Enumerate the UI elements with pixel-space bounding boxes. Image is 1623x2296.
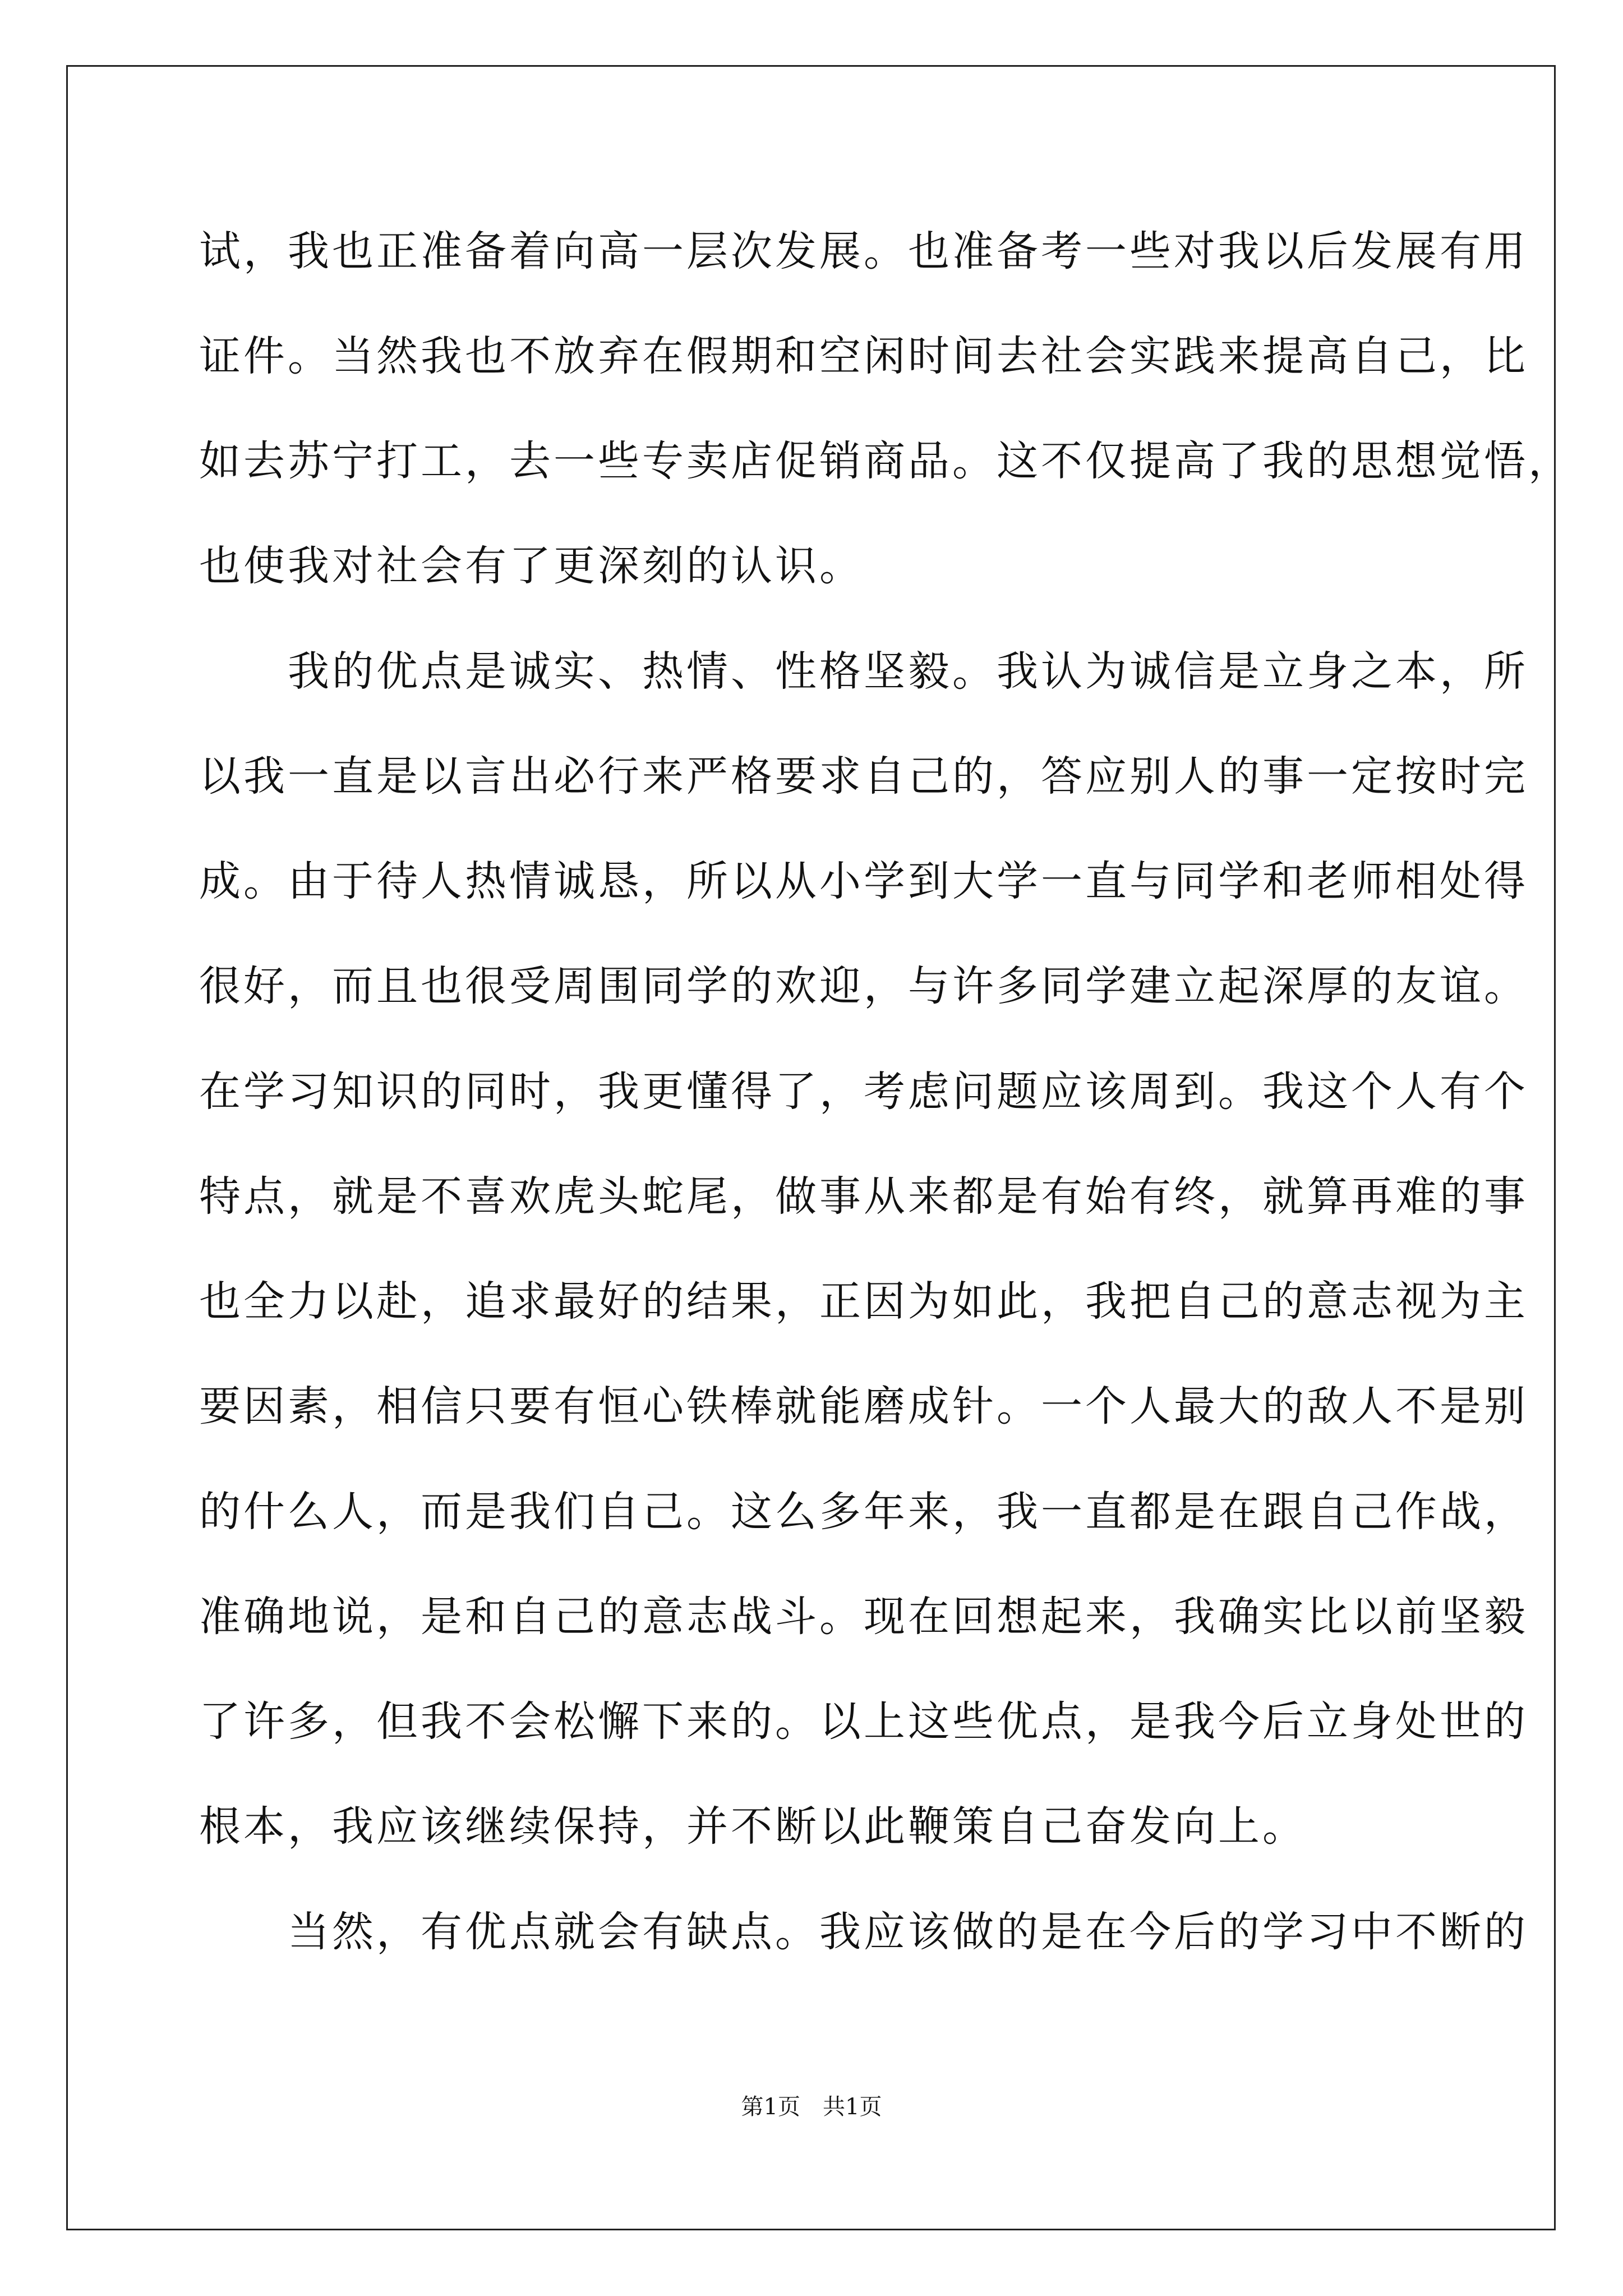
text-line: 当然，有优点就会有缺点。我应该做的是在今后的学习中不断的 — [199, 1908, 1528, 1956]
text-line: 如去苏宁打工，去一些专卖店促销商品。这不仅提高了我的思想觉悟， — [199, 437, 1573, 485]
page-number: 第1页 共1页 — [741, 2094, 882, 2120]
text-line: 很好，而且也很受周围同学的欢迎，与许多同学建立起深厚的友谊。 — [199, 962, 1528, 1010]
text-line: 了许多，但我不会松懈下来的。以上这些优点，是我今后立身处世的 — [199, 1697, 1528, 1746]
text-line: 我的优点是诚实、热情、性格坚毅。我认为诚信是立身之本，所 — [199, 647, 1528, 696]
text-line: 在学习知识的同时，我更懂得了，考虑问题应该周到。我这个人有个 — [199, 1068, 1528, 1116]
text-line: 根本，我应该继续保持，并不断以此鞭策自己奋发向上。 — [199, 1802, 1307, 1851]
text-line: 也使我对社会有了更深刻的认识。 — [199, 542, 864, 590]
text-line: 成。由于待人热情诚恳，所以从小学到大学一直与同学和老师相处得 — [199, 857, 1528, 905]
text-line: 特点，就是不喜欢虎头蛇尾，做事从来都是有始有终，就算再难的事 — [199, 1172, 1528, 1221]
text-line: 证件。当然我也不放弃在假期和空闲时间去社会实践来提高自己，比 — [199, 332, 1528, 380]
text-line: 的什么人，而是我们自己。这么多年来，我一直都是在跟自己作战， — [199, 1488, 1528, 1536]
text-line: 试，我也正准备着向高一层次发展。也准备考一些对我以后发展有用 — [199, 227, 1528, 275]
text-line: 以我一直是以言出必行来严格要求自己的，答应别人的事一定按时完 — [199, 752, 1528, 800]
text-line: 也全力以赴，追求最好的结果，正因为如此，我把自己的意志视为主 — [199, 1277, 1528, 1326]
text-line: 要因素，相信只要有恒心铁棒就能磨成针。一个人最大的敌人不是别 — [199, 1382, 1528, 1430]
text-line: 准确地说，是和自己的意志战斗。现在回想起来，我确实比以前坚毅 — [199, 1593, 1528, 1641]
